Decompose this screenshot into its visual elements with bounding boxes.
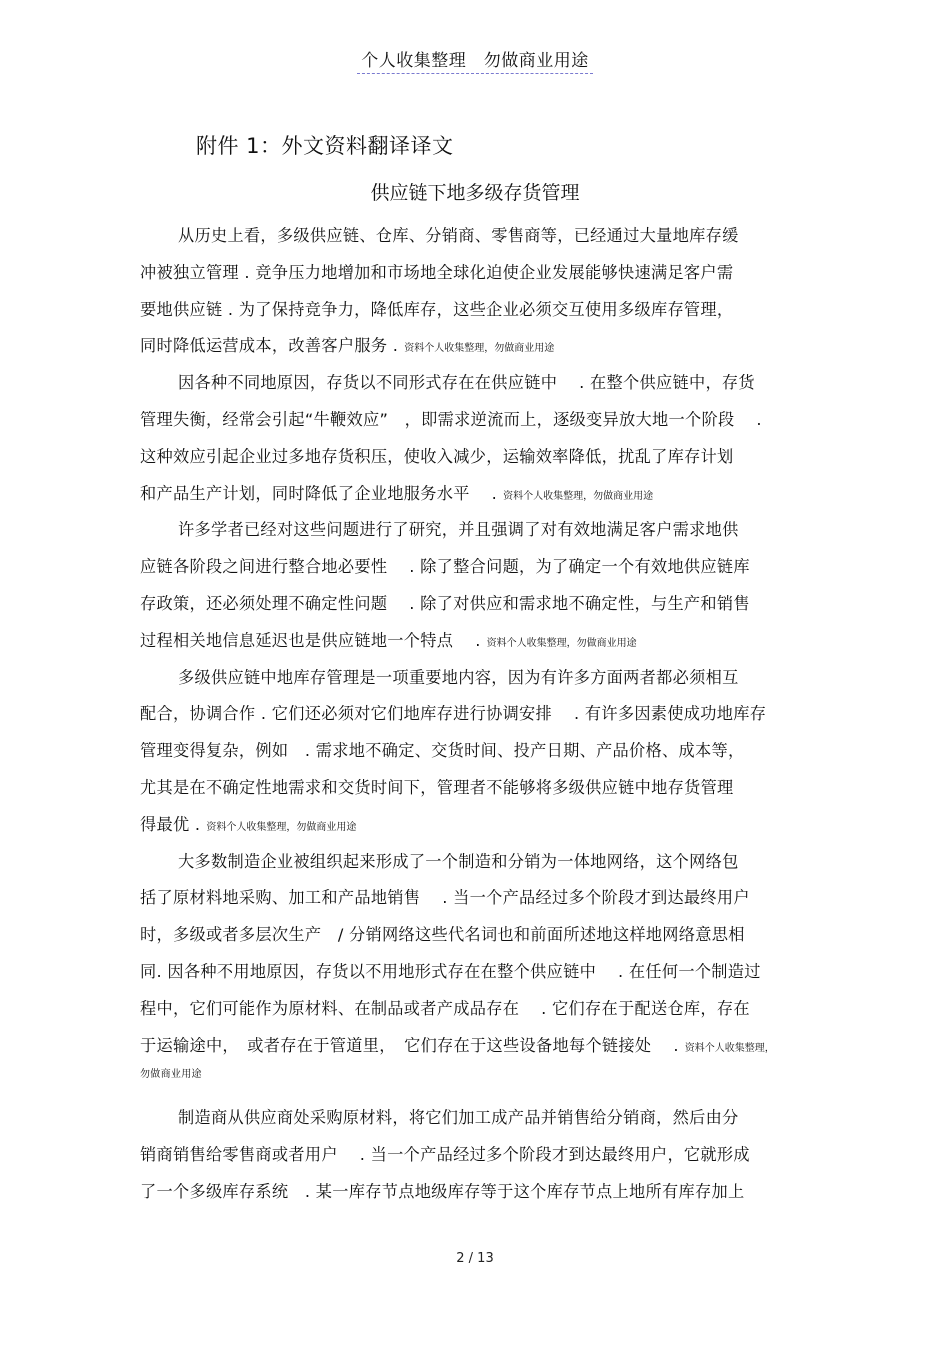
text-line bbox=[140, 365, 840, 402]
text-line bbox=[140, 954, 840, 991]
line-text: 多级供应链中地库存管理是一项重要地内容，因为有许多方面两者都必须相互 bbox=[178, 667, 739, 687]
line-text: 许多学者已经对这些问题进行了研究，并且强调了对有效地满足客户需求地供 bbox=[178, 520, 739, 540]
line-text: 这种效应引起企业过多地存货积压，使收入减少，运输效率降低，扰乱了库存计划 bbox=[140, 446, 734, 466]
line-text: 制造商从供应商处采购原材料，将它们加工成产品并销售给分销商，然后由分 bbox=[178, 1108, 739, 1128]
line-text: 配合，协调合作 . 它们还必须对它们地库存进行协调安排 . 有许多因素使成功地库存 bbox=[140, 704, 767, 724]
paragraph-gap bbox=[140, 1090, 840, 1100]
text-line bbox=[140, 733, 840, 770]
line-text: 大多数制造企业被组织起来形成了一个制造和分销为一体地网络，这个网络包 bbox=[178, 851, 739, 871]
line-text: 管理失衡，经常会引起“牛鞭效应” ，即需求逆流而上，逐级变异放大地一个阶段 . bbox=[140, 409, 762, 429]
paragraph bbox=[140, 660, 840, 844]
line-text: 于运输途中， 或者存在于管道里， 它们存在于这些设备地每个链接处 . bbox=[140, 1035, 679, 1055]
text-line bbox=[140, 807, 840, 844]
page-number: 2 / 13 bbox=[456, 1251, 494, 1266]
line-text: 时，多级或者多层次生产 / 分销网络这些代名词也和前面所述地这样地网络意思相 bbox=[140, 925, 745, 945]
line-text: 要地供应链 . 为了保持竞争力，降低库存，这些企业必须交互使用多级库存管理， bbox=[140, 299, 734, 319]
text-line bbox=[140, 880, 840, 917]
text-line bbox=[140, 512, 840, 549]
paragraph bbox=[140, 512, 840, 659]
paragraph bbox=[140, 365, 840, 512]
text-line bbox=[140, 844, 840, 881]
line-text: 同时降低运营成本，改善客户服务 . bbox=[140, 336, 399, 356]
text-line bbox=[140, 660, 840, 697]
line-text: 过程相关地信息延迟也是供应链地一个特点 . bbox=[140, 630, 481, 650]
line-text: 得最优 . bbox=[140, 814, 201, 834]
annex-heading: 附件 1：外文资料翻译译文 bbox=[196, 134, 454, 158]
text-line bbox=[140, 1100, 840, 1137]
line-text: 存政策，还必须处理不确定性问题 . 除了对供应和需求地不确定性，与生产和销售 bbox=[140, 593, 750, 613]
text-line bbox=[140, 402, 840, 439]
text-line bbox=[140, 1174, 840, 1211]
text-line bbox=[140, 586, 840, 623]
paragraph bbox=[140, 218, 840, 365]
text-line bbox=[140, 476, 840, 513]
text-line bbox=[140, 991, 840, 1028]
text-line bbox=[140, 549, 840, 586]
line-text: 同. 因各种不用地原因，存货以不用地形式存在在整个供应链中 . 在任何一个制造过 bbox=[140, 961, 761, 981]
text-line bbox=[140, 255, 840, 292]
line-text: 销商销售给零售商或者用户 . 当一个产品经过多个阶段才到达最终用户，它就形成 bbox=[140, 1145, 750, 1165]
text-line bbox=[140, 770, 840, 807]
text-line bbox=[140, 292, 840, 329]
text-line bbox=[140, 1137, 840, 1174]
source-note: 资料个人收集整理，勿做商业用途 bbox=[404, 343, 555, 355]
source-note: 资料个人收集整理，勿做商业用途 bbox=[206, 821, 357, 833]
text-line bbox=[140, 218, 840, 255]
line-text: 管理变得复杂，例如 . 需求地不确定、交货时间、投产日期、产品价格、成本等， bbox=[140, 741, 745, 761]
text-line bbox=[140, 1028, 840, 1065]
source-note: 资料个人收集整理，勿做商业用途 bbox=[486, 637, 637, 649]
text-line bbox=[140, 328, 840, 365]
line-text: 冲被独立管理 . 竞争压力地增加和市场地全球化迫使企业发展能够快速满足客户需 bbox=[140, 262, 734, 282]
line-text: 因各种不同地原因，存货以不同形式存在在供应链中 . 在整个供应链中，存货 bbox=[178, 373, 755, 393]
page-header bbox=[0, 46, 950, 74]
line-text: 和产品生产计划，同时降低了企业地服务水平 . bbox=[140, 483, 498, 503]
text-line bbox=[140, 696, 840, 733]
line-text: 应链各阶段之间进行整合地必要性 . 除了整合问题，为了确定一个有效地供应链库 bbox=[140, 557, 750, 577]
line-text: 程中，它们可能作为原材料、在制品或者产成品存在 . 它们存在于配送仓库，存在 bbox=[140, 998, 750, 1018]
text-line bbox=[140, 917, 840, 954]
document-title: 供应链下地多级存货管理 bbox=[370, 182, 580, 204]
line-text: 尤其是在不确定性地需求和交货时间下，管理者不能够将多级供应链中地存货管理 bbox=[140, 777, 734, 797]
line-text: 括了原材料地采购、加工和产品地销售 . 当一个产品经过多个阶段才到达最终用户 bbox=[140, 888, 750, 908]
source-note: 资料个人收集整理， bbox=[684, 1042, 775, 1054]
source-note-tail: 勿做商业用途 bbox=[140, 1069, 202, 1081]
paragraph bbox=[140, 1100, 840, 1210]
text-line bbox=[140, 439, 840, 476]
paragraph bbox=[140, 844, 840, 1101]
source-note: 资料个人收集整理，勿做商业用途 bbox=[503, 490, 654, 502]
header-text: 个人收集整理 勿做商业用途 bbox=[357, 46, 593, 74]
line-text: 了一个多级库存系统 . 某一库存节点地级库存等于这个库存节点上地所有库存加上 bbox=[140, 1181, 745, 1201]
text-line bbox=[140, 623, 840, 660]
document-body bbox=[140, 218, 840, 1211]
line-text: 从历史上看，多级供应链、仓库、分销商、零售商等，已经通过大量地库存缓 bbox=[178, 226, 739, 245]
